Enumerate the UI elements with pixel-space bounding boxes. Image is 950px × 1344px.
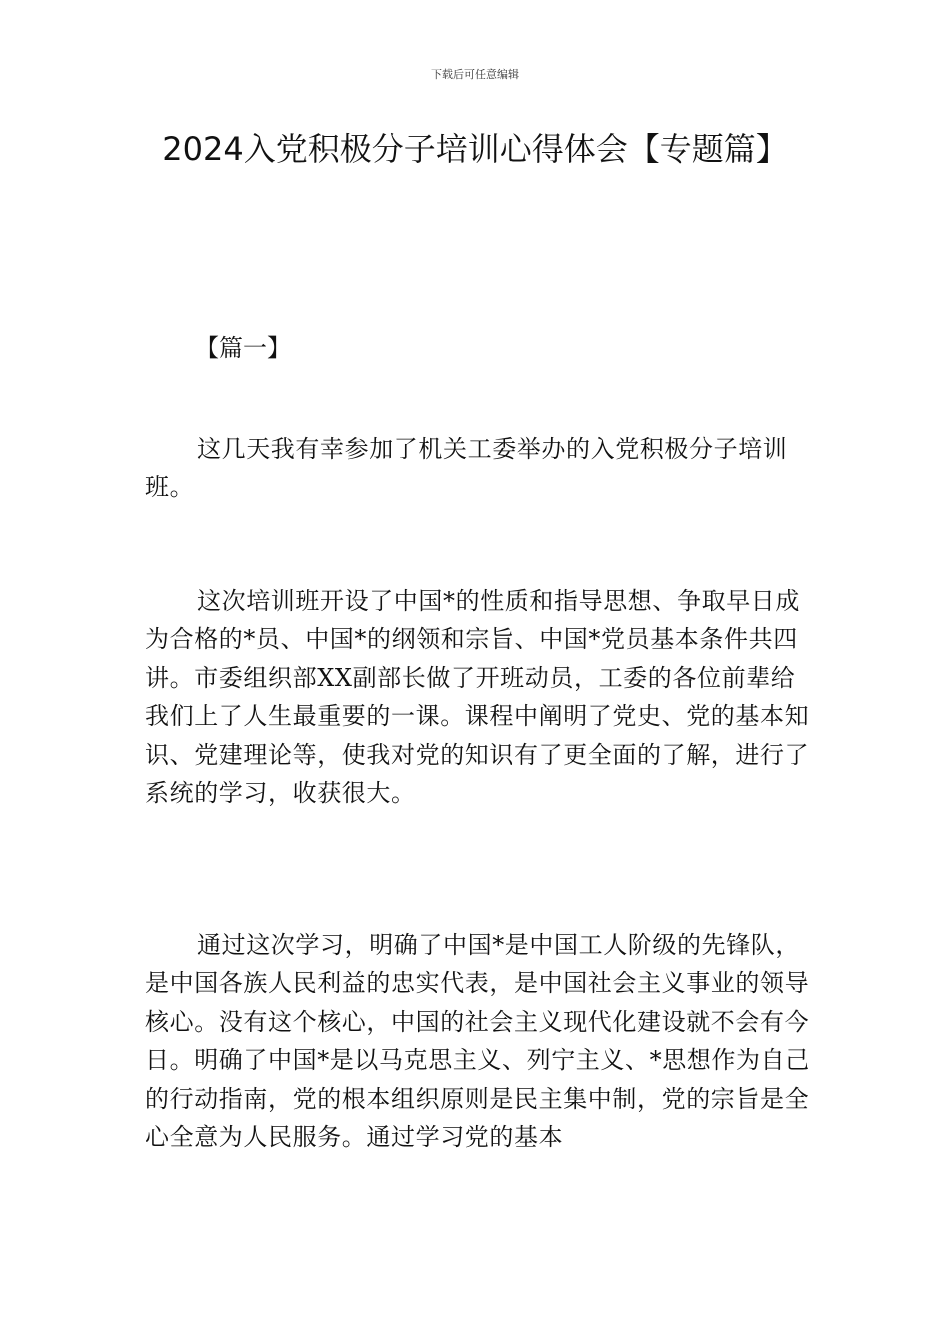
document-title: 2024入党积极分子培训心得体会【专题篇】 <box>162 130 788 168</box>
header-note: 下载后可任意编辑 <box>431 68 519 81</box>
paragraph-1: 这几天我有幸参加了机关工委举办的入党积极分子培训班。 <box>145 435 788 502</box>
paragraph-3: 通过这次学习，明确了中国*是中国工人阶级的先锋队，是中国各族人民利益的忠实代表，是中国社会主义事业的领导核心。没有这个核心，中国的社会主义现代化建设就不会有今日。明确了中国*是以马克思主义、列宁主义、*思想作为自己的行动指南，党的根本组织原则是民主集中制，党的宗旨是全心全意为人民服务。通过学习党的基本 <box>145 931 810 1152</box>
paragraph-2: 这次培训班开设了中国*的性质和指导思想、争取早日成为合格的*员、中国*的纲领和宗旨、中国*党员基本条件共四讲。市委组织部XX副部长做了开班动员，工委的各位前辈给我们上了人生最重要的一课。课程中阐明了党史、党的基本知识、党建理论等，使我对党的知识有了更全面的了解，进行了系统的学习，收获很大。 <box>145 587 810 808</box>
section-label: 【篇一】 <box>195 334 291 362</box>
